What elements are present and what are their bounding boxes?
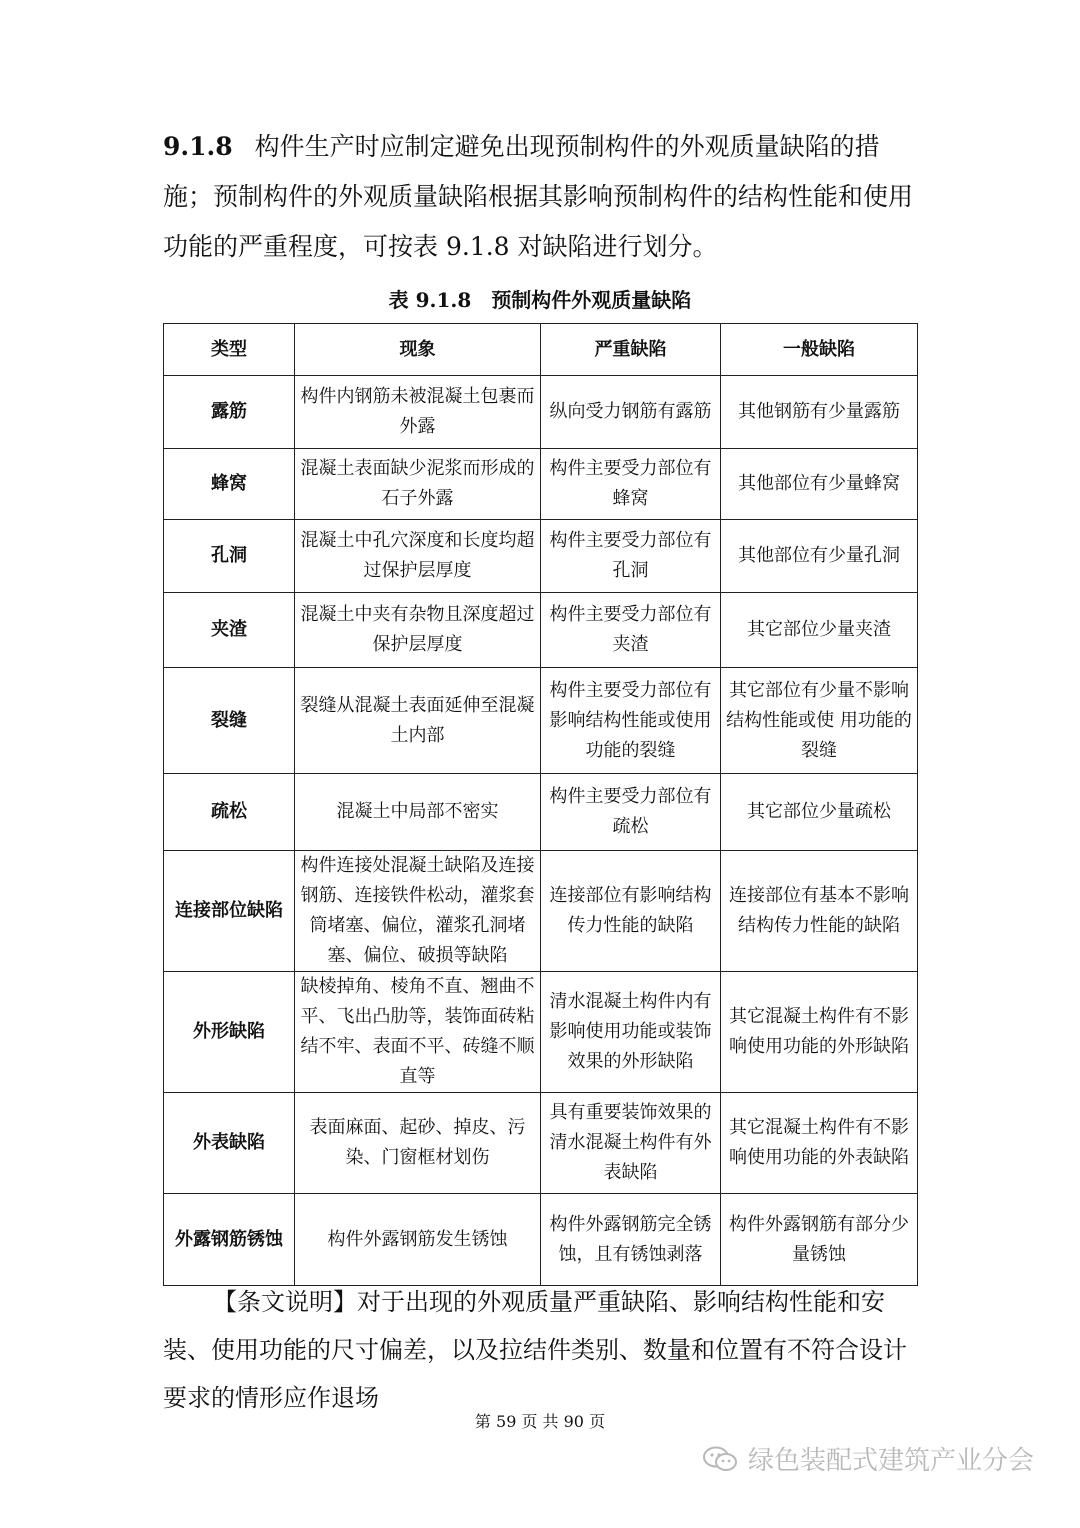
cell-general: 连接部位有基本不影响结构传力性能的缺陷 (721, 851, 918, 972)
cell-phenomenon: 表面麻面、起砂、掉皮、污染、门窗框材划伤 (295, 1093, 541, 1194)
header-general: 一般缺陷 (721, 324, 918, 376)
cell-general: 其它部位有少量不影响结构性能或使 用功能的裂缝 (721, 668, 918, 774)
table-row (164, 376, 918, 449)
watermark (702, 1440, 1034, 1477)
cell-general: 其他钢筋有少量露筋 (721, 376, 918, 449)
header-serious: 严重缺陷 (541, 324, 721, 376)
clause-paragraph (163, 122, 923, 272)
cell-general: 其它部位少量夹渣 (721, 593, 918, 668)
cell-type: 外表缺陷 (164, 1093, 295, 1194)
cell-general: 其它混凝土构件有不影响使用功能的外表缺陷 (721, 1093, 918, 1194)
cell-serious: 连接部位有影响结构传力性能的缺陷 (541, 851, 721, 972)
table-header-row (164, 324, 918, 376)
cell-serious: 构件主要受力部位有疏松 (541, 774, 721, 851)
clause-number: 9.1.8 (163, 132, 233, 161)
cell-type: 外形缺陷 (164, 972, 295, 1093)
cell-serious: 清水混凝土构件内有影响使用功能或装饰效果的外形缺陷 (541, 972, 721, 1093)
cell-phenomenon: 混凝土表面缺少泥浆而形成的石子外露 (295, 449, 541, 520)
table-row (164, 668, 918, 774)
cell-type: 外露钢筋锈蚀 (164, 1194, 295, 1286)
watermark-text: 绿色装配式建筑产业分会 (748, 1446, 1035, 1476)
cell-serious: 构件主要受力部位有蜂窝 (541, 449, 721, 520)
cell-type: 疏松 (164, 774, 295, 851)
cell-serious: 构件外露钢筋完全锈蚀，且有锈蚀剥落 (541, 1194, 721, 1286)
cell-phenomenon: 构件内钢筋未被混凝土包裹而外露 (295, 376, 541, 449)
cell-serious: 纵向受力钢筋有露筋 (541, 376, 721, 449)
clause-text: 构件生产时应制定避免出现预制构件的外观质量缺陷的措施；预制构件的外观质量缺陷根据其影响预制构件的结构性能和使用功能的严重程度，可按表 9.1.8 对缺陷进行划分。 (163, 132, 914, 261)
cell-general: 其他部位有少量蜂窝 (721, 449, 918, 520)
wechat-icon (702, 1445, 738, 1473)
cell-phenomenon: 混凝土中孔穴深度和长度均超过保护层厚度 (295, 520, 541, 593)
header-type: 类型 (164, 324, 295, 376)
table-row (164, 774, 918, 851)
cell-type: 裂缝 (164, 668, 295, 774)
page-footer: 第 59 页 共 90 页 (474, 1412, 606, 1431)
cell-type: 露筋 (164, 376, 295, 449)
header-phenomenon: 现象 (295, 324, 541, 376)
table-row (164, 593, 918, 668)
table-row (164, 1093, 918, 1194)
cell-serious: 构件主要受力部位有夹渣 (541, 593, 721, 668)
defect-table (163, 323, 918, 1286)
table-row (164, 972, 918, 1093)
cell-type: 蜂窝 (164, 449, 295, 520)
cell-phenomenon: 缺棱掉角、棱角不直、翘曲不平、飞出凸肋等，装饰面砖粘结不牢、表面不平、砖缝不顺直等 (295, 972, 541, 1093)
cell-type: 孔洞 (164, 520, 295, 593)
cell-general: 其它部位少量疏松 (721, 774, 918, 851)
cell-phenomenon: 混凝土中局部不密实 (295, 774, 541, 851)
cell-serious: 具有重要装饰效果的清水混凝土构件有外表缺陷 (541, 1093, 721, 1194)
cell-phenomenon: 混凝土中夹有杂物且深度超过保护层厚度 (295, 593, 541, 668)
table-row (164, 449, 918, 520)
cell-serious: 构件主要受力部位有孔洞 (541, 520, 721, 593)
cell-general: 其它混凝土构件有不影响使用功能的外形缺陷 (721, 972, 918, 1093)
cell-phenomenon: 构件外露钢筋发生锈蚀 (295, 1194, 541, 1286)
explanation-paragraph: 【条文说明】对于出现的外观质量严重缺陷、影响结构性能和安装、使用功能的尺寸偏差，以及拉结件类别、数量和位置有不符合设计要求的情形应作退场 (163, 1288, 907, 1412)
cell-general: 构件外露钢筋有部分少量锈蚀 (721, 1194, 918, 1286)
table-row (164, 851, 918, 972)
table-caption-title: 预制构件外观质量缺陷 (491, 288, 692, 312)
cell-general: 其他部位有少量孔洞 (721, 520, 918, 593)
cell-type: 连接部位缺陷 (164, 851, 295, 972)
cell-type: 夹渣 (164, 593, 295, 668)
table-caption (0, 284, 1080, 313)
cell-phenomenon: 裂缝从混凝土表面延伸至混凝土内部 (295, 668, 541, 774)
table-row (164, 1194, 918, 1286)
table-row (164, 520, 918, 593)
cell-phenomenon: 构件连接处混凝土缺陷及连接钢筋、连接铁件松动，灌浆套筒堵塞、偏位，灌浆孔洞堵塞、偏位、破损等缺陷 (295, 851, 541, 972)
table-caption-number: 表 9.1.8 (388, 288, 472, 312)
cell-serious: 构件主要受力部位有影响结构性能或使用功能的裂缝 (541, 668, 721, 774)
